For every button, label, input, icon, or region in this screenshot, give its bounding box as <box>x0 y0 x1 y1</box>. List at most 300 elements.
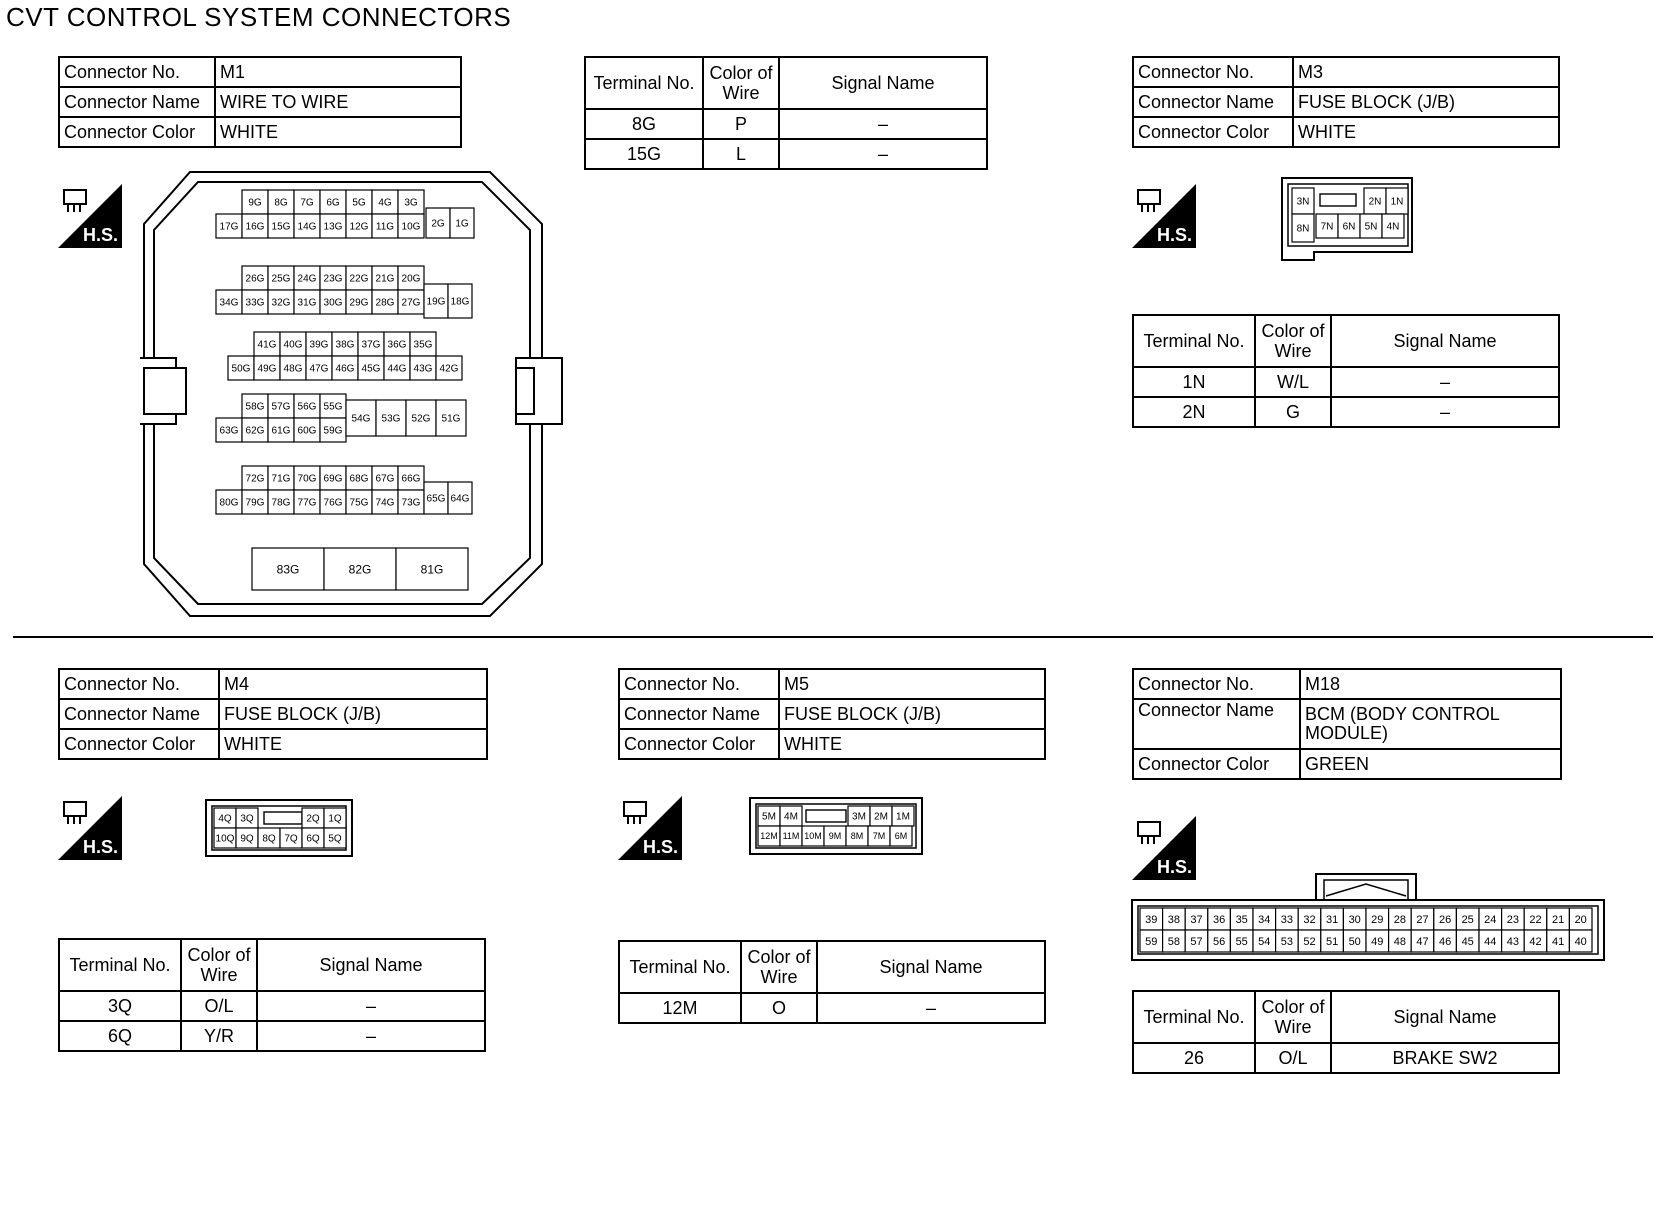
terminal-label: 65G <box>426 493 446 505</box>
terminal-label: 53 <box>1280 935 1294 948</box>
terminal-label: 57 <box>1190 935 1203 948</box>
terminal-label: 36 <box>1212 913 1226 926</box>
terminal-cavity <box>1569 930 1592 952</box>
terminal-cavity <box>358 332 384 356</box>
terminal-cavity <box>780 806 802 826</box>
terminal-cavity <box>396 548 468 590</box>
terminal-label: 38G <box>335 339 355 351</box>
table-row: 26 O/L BRAKE SW2 <box>1133 1043 1559 1073</box>
terminal-label: 39 <box>1145 913 1158 926</box>
terminal-label: 75G <box>349 497 369 509</box>
table-row: 6Q Y/R – <box>59 1021 485 1051</box>
terminal-cavity <box>1524 930 1547 952</box>
m1-info-table <box>58 56 462 148</box>
terminal-cavity <box>424 482 448 514</box>
harness-side-icon: H.S. <box>618 796 682 860</box>
m18-terminal-table <box>1132 990 1560 1074</box>
terminal-cavity <box>410 332 436 356</box>
terminal-label: 51G <box>441 413 461 425</box>
terminal-label: 58G <box>245 401 265 413</box>
terminal-label: 7Q <box>284 833 298 845</box>
terminal-cavity <box>1276 930 1299 952</box>
terminal-label: 49 <box>1371 935 1384 948</box>
terminal-cavity <box>426 208 450 238</box>
terminal-cavity <box>294 190 320 214</box>
m4-terminal-table <box>58 938 486 1052</box>
terminal-cavity <box>448 482 472 514</box>
table-row: 12M O – <box>619 993 1045 1023</box>
terminal-cavity <box>324 828 346 848</box>
terminal-label: 13G <box>323 221 343 233</box>
terminal-label: 44 <box>1484 935 1497 948</box>
terminal-label: 5M <box>762 811 776 823</box>
terminal-cavity <box>268 394 294 418</box>
terminal-cavity <box>228 356 254 380</box>
terminal-cavity <box>324 548 396 590</box>
terminal-label: 64G <box>450 493 470 505</box>
terminal-cavity <box>216 290 242 314</box>
terminal-label: 46G <box>335 363 355 375</box>
terminal-label: 48G <box>283 363 303 375</box>
header-terminal-no: Terminal No. <box>585 57 703 109</box>
terminal-label: 4M <box>784 811 798 823</box>
terminal-label: 12M <box>760 831 778 842</box>
terminal-cavity <box>372 490 398 514</box>
terminal-label: 2N <box>1368 196 1382 208</box>
terminal-label: 20G <box>401 273 421 285</box>
terminal-label: 76G <box>323 497 343 509</box>
terminal-cavity <box>268 466 294 490</box>
terminal-label: 2Q <box>306 813 320 825</box>
terminal-label: 59G <box>323 425 343 437</box>
terminal-label: 72G <box>245 473 265 485</box>
terminal-cavity <box>320 418 346 442</box>
terminal-cavity <box>1366 930 1389 952</box>
terminal-label: 34G <box>219 297 239 309</box>
terminal-cavity <box>216 214 242 238</box>
terminal-label: 18G <box>450 296 470 308</box>
terminal-cavity <box>406 400 436 436</box>
header-terminal-no: Terminal No. <box>59 939 181 991</box>
terminal-label: 43 <box>1506 935 1520 948</box>
terminal-cavity <box>824 826 846 846</box>
terminal-label: 2G <box>431 218 445 230</box>
header-signal-name: Signal Name <box>257 939 485 991</box>
m4-info-table <box>58 668 488 760</box>
terminal-cavity <box>1253 908 1276 930</box>
terminal-label: 8N <box>1296 223 1310 235</box>
terminal-label: 60G <box>297 425 317 437</box>
terminal-label: 42G <box>439 363 459 375</box>
terminal-label: 57G <box>271 401 291 413</box>
m5-terminal-table <box>618 940 1046 1024</box>
terminal-label: 1M <box>896 811 910 823</box>
label-connector-color: Connector Color <box>619 729 779 759</box>
terminal-label: 5N <box>1364 221 1378 233</box>
terminal-cavity <box>268 266 294 290</box>
m4-connector-no: M4 <box>219 669 487 699</box>
terminal-cavity <box>294 266 320 290</box>
label-connector-no: Connector No. <box>619 669 779 699</box>
terminal-cavity <box>346 490 372 514</box>
terminal-cavity <box>216 418 242 442</box>
m3-connector-diagram <box>1280 176 1416 262</box>
terminal-cavity <box>324 808 346 828</box>
terminal-cavity <box>372 190 398 214</box>
terminal-label: 30G <box>323 297 343 309</box>
table-row: 15G L – <box>585 139 987 169</box>
terminal-cavity <box>384 356 410 380</box>
terminal-label: 42 <box>1529 935 1542 948</box>
label-connector-color: Connector Color <box>59 729 219 759</box>
terminal-cavity <box>436 400 466 436</box>
terminal-cavity <box>758 806 780 826</box>
m5-connector-no: M5 <box>779 669 1045 699</box>
terminal-cavity <box>372 290 398 314</box>
terminal-label: 20 <box>1574 913 1587 926</box>
table-row: 2N G – <box>1133 397 1559 427</box>
terminal-cavity <box>236 808 258 828</box>
terminal-cavity <box>1298 908 1321 930</box>
m18-connector-diagram <box>1130 870 1608 964</box>
header-signal-name: Signal Name <box>1331 991 1559 1043</box>
label-connector-no: Connector No. <box>59 669 219 699</box>
terminal-cavity <box>280 828 302 848</box>
terminal-cavity <box>242 418 268 442</box>
terminal-label: 52G <box>411 413 431 425</box>
terminal-cavity <box>268 418 294 442</box>
terminal-cavity <box>268 290 294 314</box>
terminal-label: 11G <box>375 221 395 233</box>
terminal-cavity <box>1434 930 1457 952</box>
terminal-label: 7G <box>300 197 314 209</box>
terminal-label: 40G <box>283 339 303 351</box>
terminal-cavity <box>242 290 268 314</box>
terminal-label: 3Q <box>240 813 254 825</box>
terminal-label: 46 <box>1438 935 1452 948</box>
terminal-cavity <box>320 190 346 214</box>
terminal-cavity <box>242 490 268 514</box>
m4-connector-name: FUSE BLOCK (J/B) <box>219 699 487 729</box>
terminal-cavity <box>242 394 268 418</box>
terminal-cavity <box>242 466 268 490</box>
terminal-label: 24G <box>297 273 317 285</box>
terminal-label: 41G <box>257 339 277 351</box>
terminal-cavity <box>306 356 332 380</box>
m1-connector-diagram <box>140 168 600 620</box>
terminal-cavity <box>1411 930 1434 952</box>
m3-connector-color: WHITE <box>1293 117 1559 147</box>
harness-side-icon: H.S. <box>1132 184 1196 248</box>
terminal-label: 10M <box>804 831 822 842</box>
terminal-label: 9G <box>248 197 262 209</box>
page-title: CVT CONTROL SYSTEM CONNECTORS <box>6 2 512 32</box>
terminal-label: 4N <box>1386 221 1400 233</box>
terminal-label: 22G <box>349 273 369 285</box>
terminal-cavity <box>1364 188 1386 214</box>
terminal-label: 26G <box>245 273 265 285</box>
terminal-label: 9Q <box>240 833 254 845</box>
key-slot <box>806 810 846 822</box>
terminal-label: 53G <box>381 413 401 425</box>
terminal-label: 68G <box>349 473 369 485</box>
m1-connector-color: WHITE <box>215 117 461 147</box>
terminal-label: 33 <box>1280 913 1294 926</box>
table-row: 3Q O/L – <box>59 991 485 1021</box>
terminal-label: 25 <box>1461 913 1474 926</box>
terminal-label: 19G <box>426 296 446 308</box>
label-connector-no: Connector No. <box>1133 57 1293 87</box>
header-signal-name: Signal Name <box>817 941 1045 993</box>
terminal-cavity <box>254 332 280 356</box>
terminal-cavity <box>892 806 914 826</box>
terminal-label: 6G <box>326 197 340 209</box>
terminal-label: 23 <box>1506 913 1520 926</box>
terminal-label: 35 <box>1235 913 1248 926</box>
header-terminal-no: Terminal No. <box>619 941 741 993</box>
terminal-label: 29G <box>349 297 369 309</box>
terminal-cavity <box>1456 930 1479 952</box>
terminal-cavity <box>294 290 320 314</box>
terminal-cavity <box>758 826 780 846</box>
terminal-label: 6Q <box>306 833 320 845</box>
terminal-label: 11M <box>782 831 800 842</box>
terminal-label: 32 <box>1303 913 1316 926</box>
terminal-label: 23G <box>323 273 343 285</box>
table-row: 1N W/L – <box>1133 367 1559 397</box>
terminal-label: 67G <box>375 473 395 485</box>
terminal-label: 21G <box>375 273 395 285</box>
table-row: 8G P – <box>585 109 987 139</box>
terminal-cavity <box>1185 908 1208 930</box>
terminal-cavity <box>294 394 320 418</box>
terminal-cavity <box>214 808 236 828</box>
terminal-label: 45G <box>361 363 381 375</box>
terminal-label: 1N <box>1390 196 1404 208</box>
terminal-label: 12G <box>349 221 369 233</box>
terminal-cavity <box>294 214 320 238</box>
terminal-label: 56 <box>1212 935 1226 948</box>
terminal-cavity <box>398 214 424 238</box>
terminal-label: 47G <box>309 363 329 375</box>
terminal-label: 54G <box>351 413 371 425</box>
header-color-of-wire: Color of Wire <box>741 941 817 993</box>
terminal-cavity <box>410 356 436 380</box>
terminal-cavity <box>258 828 280 848</box>
terminal-label: 58 <box>1167 935 1181 948</box>
m5-connector-diagram <box>748 796 926 858</box>
terminal-cavity <box>398 490 424 514</box>
terminal-label: 52 <box>1303 935 1316 948</box>
terminal-label: 2M <box>874 811 888 823</box>
terminal-cavity <box>1140 908 1163 930</box>
terminal-label: 5G <box>352 197 366 209</box>
terminal-label: 66G <box>401 473 421 485</box>
terminal-cavity <box>216 490 242 514</box>
terminal-label: 48 <box>1393 935 1407 948</box>
terminal-cavity <box>268 190 294 214</box>
terminal-label: 1G <box>455 218 469 230</box>
terminal-label: 54 <box>1258 935 1271 948</box>
terminal-cavity <box>1386 188 1408 214</box>
terminal-label: 43G <box>413 363 433 375</box>
terminal-cavity <box>870 806 892 826</box>
terminal-label: 6N <box>1342 221 1356 233</box>
terminal-cavity <box>346 266 372 290</box>
terminal-cavity <box>302 828 324 848</box>
m18-connector-no: M18 <box>1300 669 1561 699</box>
terminal-label: 62G <box>245 425 265 437</box>
terminal-label: 1Q <box>328 813 342 825</box>
terminal-label: 33G <box>245 297 265 309</box>
harness-side-icon: H.S. <box>58 796 122 860</box>
terminal-cavity <box>372 466 398 490</box>
terminal-label: 38 <box>1167 913 1181 926</box>
terminal-label: 3M <box>852 811 866 823</box>
label-connector-color: Connector Color <box>1133 117 1293 147</box>
label-connector-color: Connector Color <box>59 117 215 147</box>
terminal-cavity <box>1140 930 1163 952</box>
terminal-label: 8Q <box>262 833 276 845</box>
terminal-cavity <box>1338 214 1360 238</box>
m3-connector-no: M3 <box>1293 57 1559 87</box>
terminal-label: 21 <box>1551 913 1565 926</box>
terminal-label: 8G <box>274 197 288 209</box>
terminal-label: 61G <box>271 425 291 437</box>
terminal-label: 10Q <box>215 833 235 845</box>
terminal-label: 6M <box>894 831 908 842</box>
terminal-label: 15G <box>271 221 291 233</box>
terminal-label: 10G <box>401 221 421 233</box>
terminal-cavity <box>848 806 870 826</box>
terminal-label: 26 <box>1438 913 1452 926</box>
terminal-label: 17G <box>219 221 239 233</box>
terminal-label: 39G <box>309 339 329 351</box>
label-connector-no: Connector No. <box>59 57 215 87</box>
terminal-cavity <box>242 190 268 214</box>
terminal-label: 49G <box>257 363 277 375</box>
terminal-cavity <box>1479 930 1502 952</box>
m1-connector-no: M1 <box>215 57 461 87</box>
terminal-label: 8M <box>850 831 864 842</box>
terminal-label: 22 <box>1529 913 1542 926</box>
terminal-label: 32G <box>271 297 291 309</box>
terminal-cavity <box>268 214 294 238</box>
header-color-of-wire: Color of Wire <box>1255 991 1331 1043</box>
terminal-label: 41 <box>1551 935 1565 948</box>
m3-terminal-table <box>1132 314 1560 428</box>
terminal-label: 59 <box>1145 935 1158 948</box>
terminal-cavity <box>294 418 320 442</box>
terminal-cavity <box>1230 930 1253 952</box>
terminal-cavity <box>1292 214 1314 242</box>
terminal-cavity <box>450 208 474 238</box>
terminal-cavity <box>1411 908 1434 930</box>
terminal-label: 34 <box>1258 913 1271 926</box>
m1-terminal-table <box>584 56 988 170</box>
m4-connector-diagram <box>204 798 356 860</box>
terminal-cavity <box>1502 908 1525 930</box>
terminal-cavity <box>254 356 280 380</box>
terminal-label: 50G <box>231 363 251 375</box>
terminal-cavity <box>294 466 320 490</box>
terminal-label: 24 <box>1484 913 1497 926</box>
header-terminal-no: Terminal No. <box>1133 315 1255 367</box>
terminal-label: 30 <box>1348 913 1361 926</box>
key-slot <box>1320 194 1356 206</box>
terminal-label: 4G <box>378 197 392 209</box>
terminal-label: 25G <box>271 273 291 285</box>
terminal-label: 29 <box>1371 913 1384 926</box>
terminal-cavity <box>320 266 346 290</box>
terminal-label: 27 <box>1416 913 1429 926</box>
terminal-cavity <box>436 356 462 380</box>
harness-side-icon: H.S. <box>58 184 122 248</box>
terminal-label: 40 <box>1574 935 1587 948</box>
key-slot <box>264 812 302 824</box>
terminal-cavity <box>1547 930 1570 952</box>
terminal-label: 5Q <box>328 833 342 845</box>
terminal-cavity <box>294 490 320 514</box>
terminal-cavity <box>1298 930 1321 952</box>
terminal-label: 83G <box>276 562 300 577</box>
terminal-cavity <box>372 214 398 238</box>
terminal-label: 55 <box>1235 935 1248 948</box>
terminal-label: 80G <box>219 497 239 509</box>
terminal-label: 77G <box>297 497 317 509</box>
terminal-cavity <box>1343 930 1366 952</box>
label-connector-name: Connector Name <box>1133 87 1293 117</box>
terminal-cavity <box>1389 930 1412 952</box>
terminal-cavity <box>302 808 324 828</box>
terminal-label: 74G <box>375 497 395 509</box>
m5-connector-color: WHITE <box>779 729 1045 759</box>
terminal-cavity <box>346 190 372 214</box>
terminal-label: 45 <box>1461 935 1474 948</box>
terminal-cavity <box>1321 908 1344 930</box>
terminal-cavity <box>1163 930 1186 952</box>
terminal-label: 81G <box>420 562 444 577</box>
terminal-cavity <box>1382 214 1404 238</box>
terminal-cavity <box>1208 930 1231 952</box>
terminal-cavity <box>1479 908 1502 930</box>
terminal-cavity <box>236 828 258 848</box>
terminal-cavity <box>280 356 306 380</box>
terminal-cavity <box>252 548 324 590</box>
terminal-cavity <box>1253 930 1276 952</box>
terminal-cavity <box>346 214 372 238</box>
terminal-label: 82G <box>348 562 372 577</box>
terminal-label: 56G <box>297 401 317 413</box>
terminal-label: 50 <box>1348 935 1361 948</box>
terminal-cavity <box>280 332 306 356</box>
terminal-label: 28G <box>375 297 395 309</box>
header-signal-name: Signal Name <box>1331 315 1559 367</box>
terminal-label: 9M <box>828 831 842 842</box>
header-terminal-no: Terminal No. <box>1133 991 1255 1043</box>
terminal-cavity <box>358 356 384 380</box>
m5-info-table <box>618 668 1046 760</box>
terminal-cavity <box>214 828 236 848</box>
terminal-label: 69G <box>323 473 343 485</box>
terminal-cavity <box>1343 908 1366 930</box>
label-connector-name: Connector Name <box>59 87 215 117</box>
section-divider <box>13 636 1653 638</box>
m18-connector-color: GREEN <box>1300 749 1561 779</box>
harness-side-icon: H.S. <box>1132 816 1196 880</box>
terminal-cavity <box>332 356 358 380</box>
terminal-cavity <box>332 332 358 356</box>
